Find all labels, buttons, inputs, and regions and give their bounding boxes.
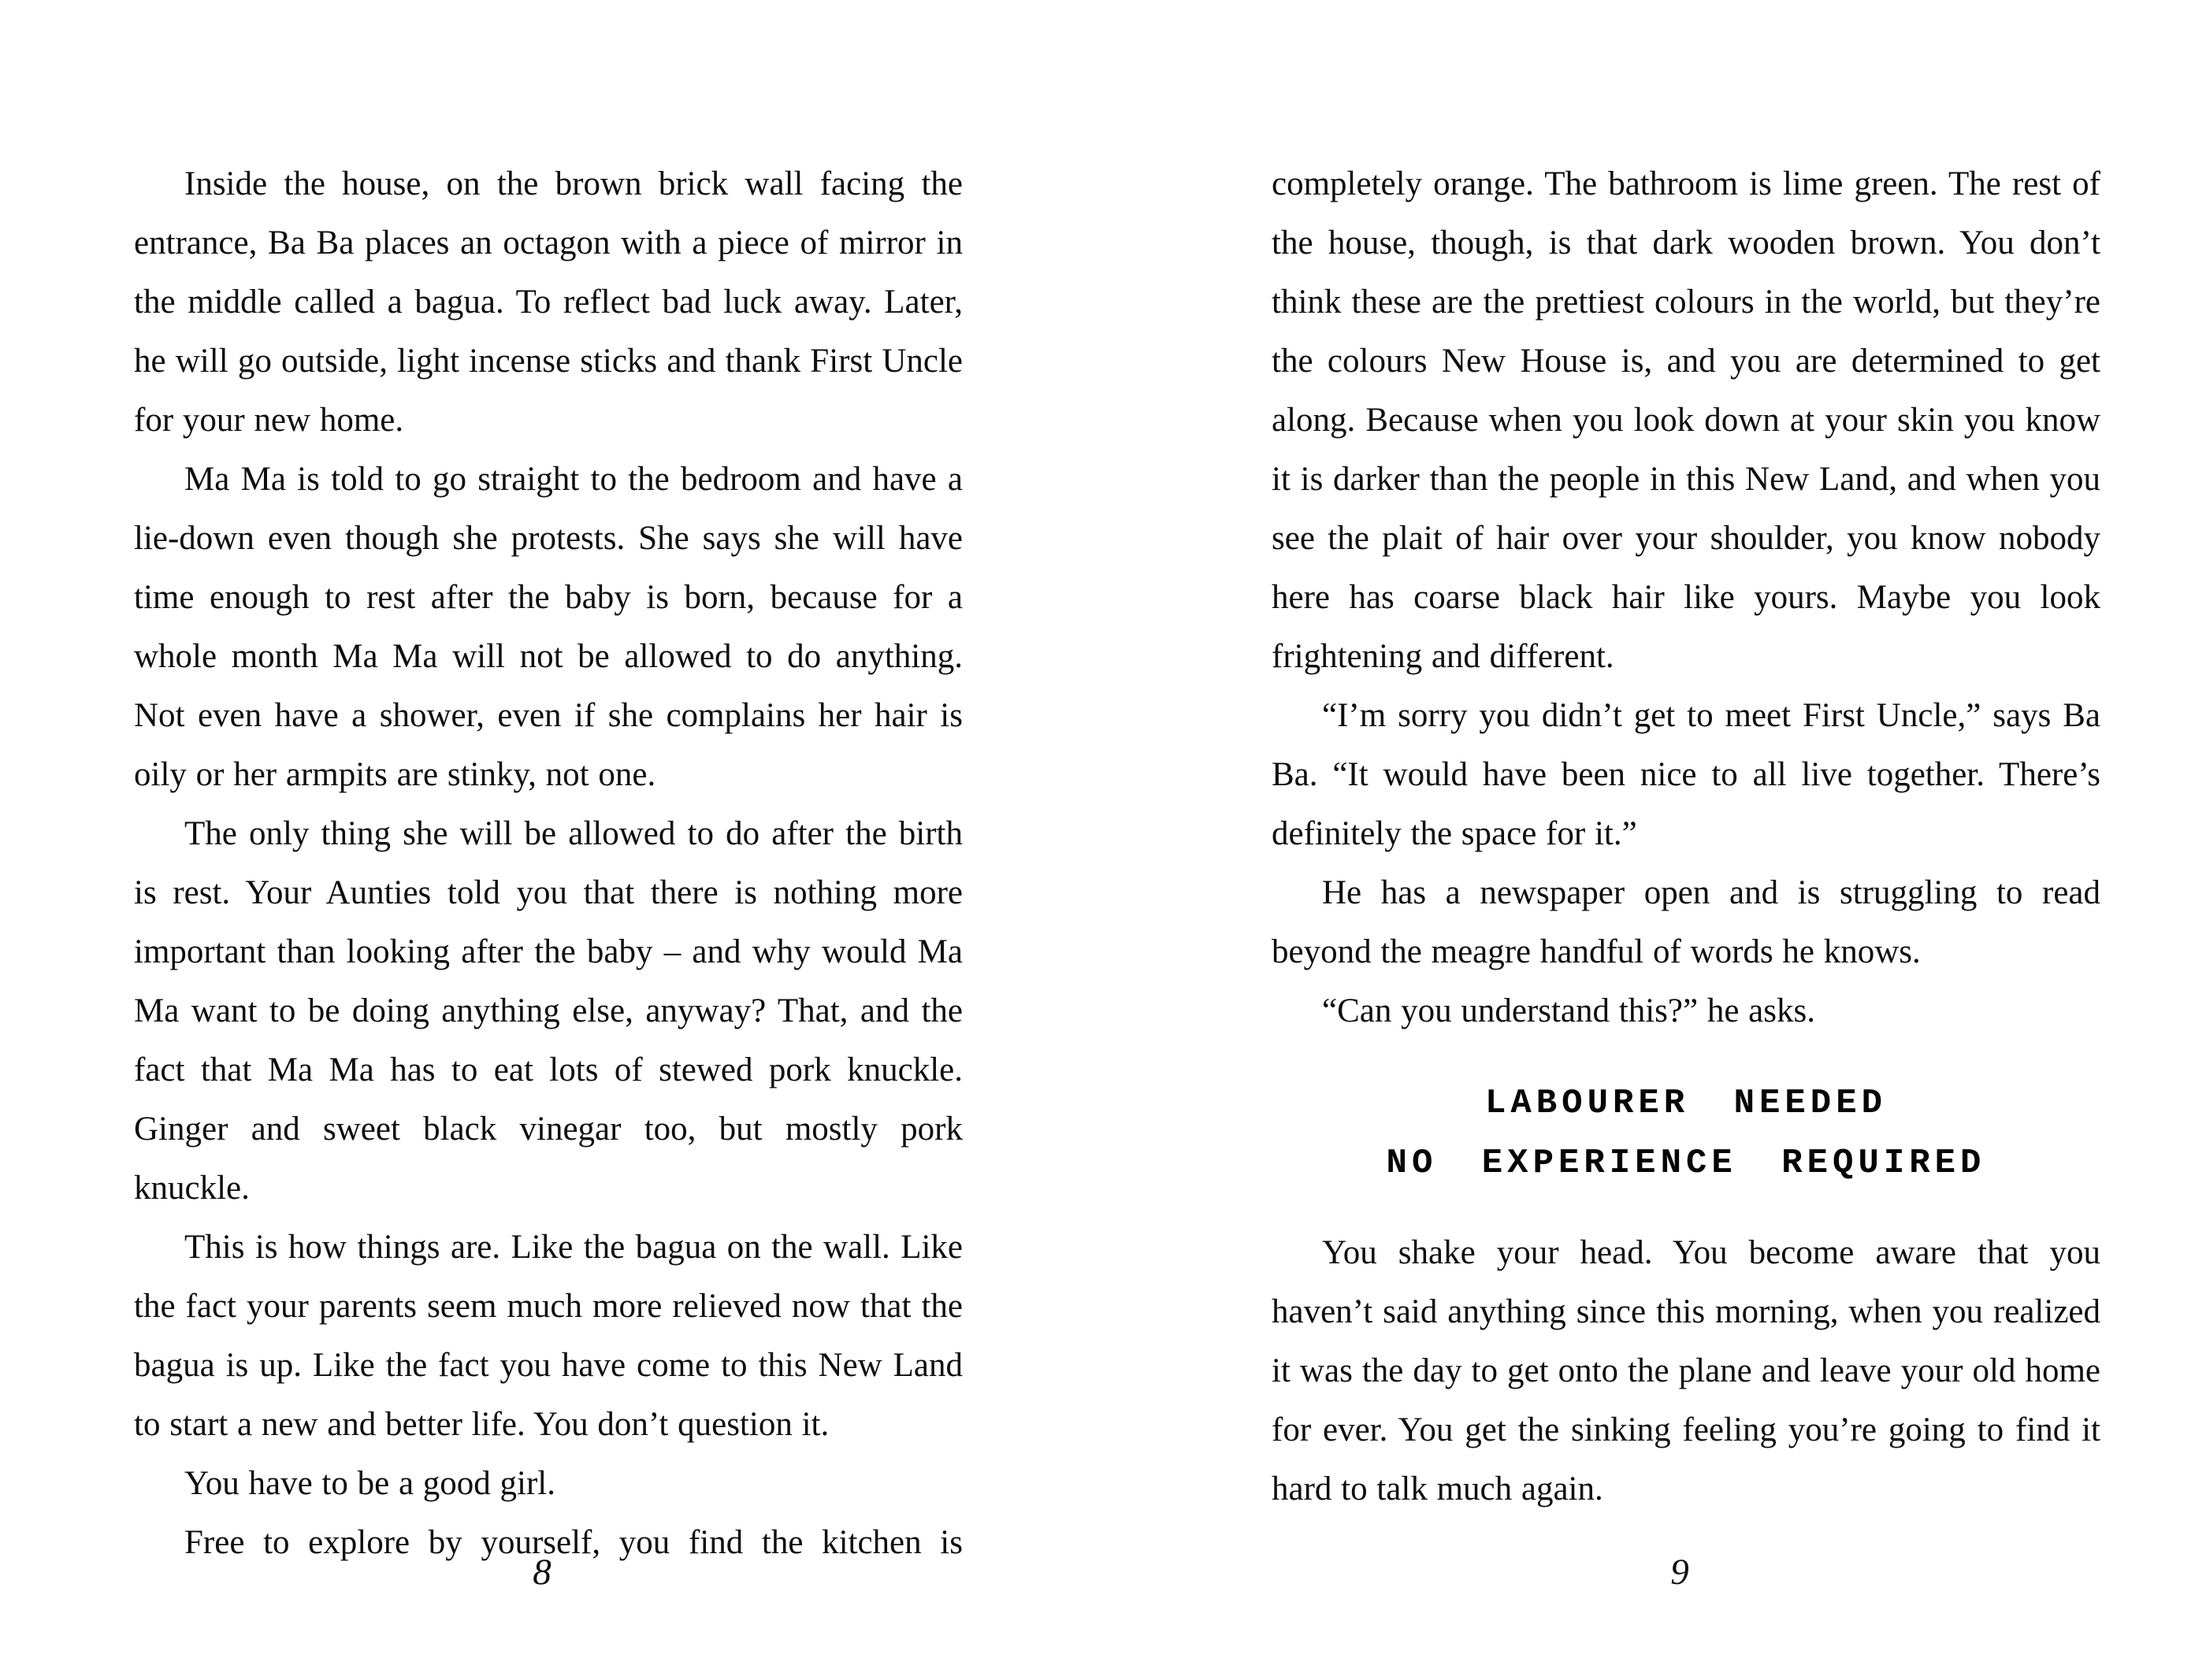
page-number-right: 9 [1670, 1552, 1689, 1593]
paragraph: You shake your head. You become aware that you haven’t said anything since this morning, when you realized it was the day to get onto the plane and leave your old home for ever. You get the sinking feeling you’re going to find it hard to talk much again. [1272, 1234, 2100, 1508]
right-page-text [1272, 154, 2100, 1519]
notice-line: LABOURER NEEDED [1484, 1084, 1888, 1123]
page-number-left: 8 [533, 1552, 552, 1593]
left-page-text [134, 154, 963, 1572]
paragraph: “Can you understand this?” he asks. [1322, 992, 1815, 1029]
paragraph: He has a newspaper open and is struggling to read beyond the meagre handful of words he knows. [1272, 874, 2100, 970]
paragraph: Free to explore by yourself, you find the kitchen is [184, 1524, 963, 1561]
labour-notice [1272, 1074, 2100, 1193]
paragraph: The only thing she will be allowed to do after the birth is rest. Your Aunties told you that there is nothing more important than looking after the baby – and why would Ma Ma want to be doing anything else, anyway? That, and the fact that Ma Ma has to eat lots of stewed pork knuckle. Ginger and sweet black vinegar too, but mostly pork knuckle. [134, 815, 963, 1207]
paragraph: Ma Ma is told to go straight to the bedroom and have a lie-down even though she protests. She says she will have time enough to rest after the baby is born, because for a whole month Ma Ma will not be allowed to do anything. Not even have a shower, even if she complains her hair is oily or her armpits are stinky, not one. [134, 461, 963, 793]
notice-line: NO EXPERIENCE REQUIRED [1386, 1144, 1986, 1183]
paragraph: This is how things are. Like the bagua on the wall. Like the fact your parents seem much more relieved now that the bagua is up. Like the fact you have come to this New Land to start a new and better life. You don’t question it. [134, 1229, 963, 1443]
paragraph: You have to be a good girl. [184, 1465, 556, 1502]
paragraph: completely orange. The bathroom is lime green. The rest of the house, though, is that dark wooden brown. You don’t think these are the prettiest colours in the world, but they’re the colours New House is, and you are determined to get along. Because when you look down at your skin you know it is darker than the people in this New Land, and when you see the plait of hair over your shoulder, you know nobody here has coarse black hair like yours. Maybe you look frightening and different. [1272, 165, 2100, 675]
paragraph: “I’m sorry you didn’t get to meet First Uncle,” says Ba Ba. “It would have been nice to all live together. There’s definitely the space for it.” [1272, 697, 2100, 852]
paragraph: Inside the house, on the brown brick wall facing the entrance, Ba Ba places an octagon with a piece of mirror in the middle called a bagua. To reflect bad luck away. Later, he will go outside, light incense sticks and thank First Uncle for your new home. [134, 165, 963, 439]
